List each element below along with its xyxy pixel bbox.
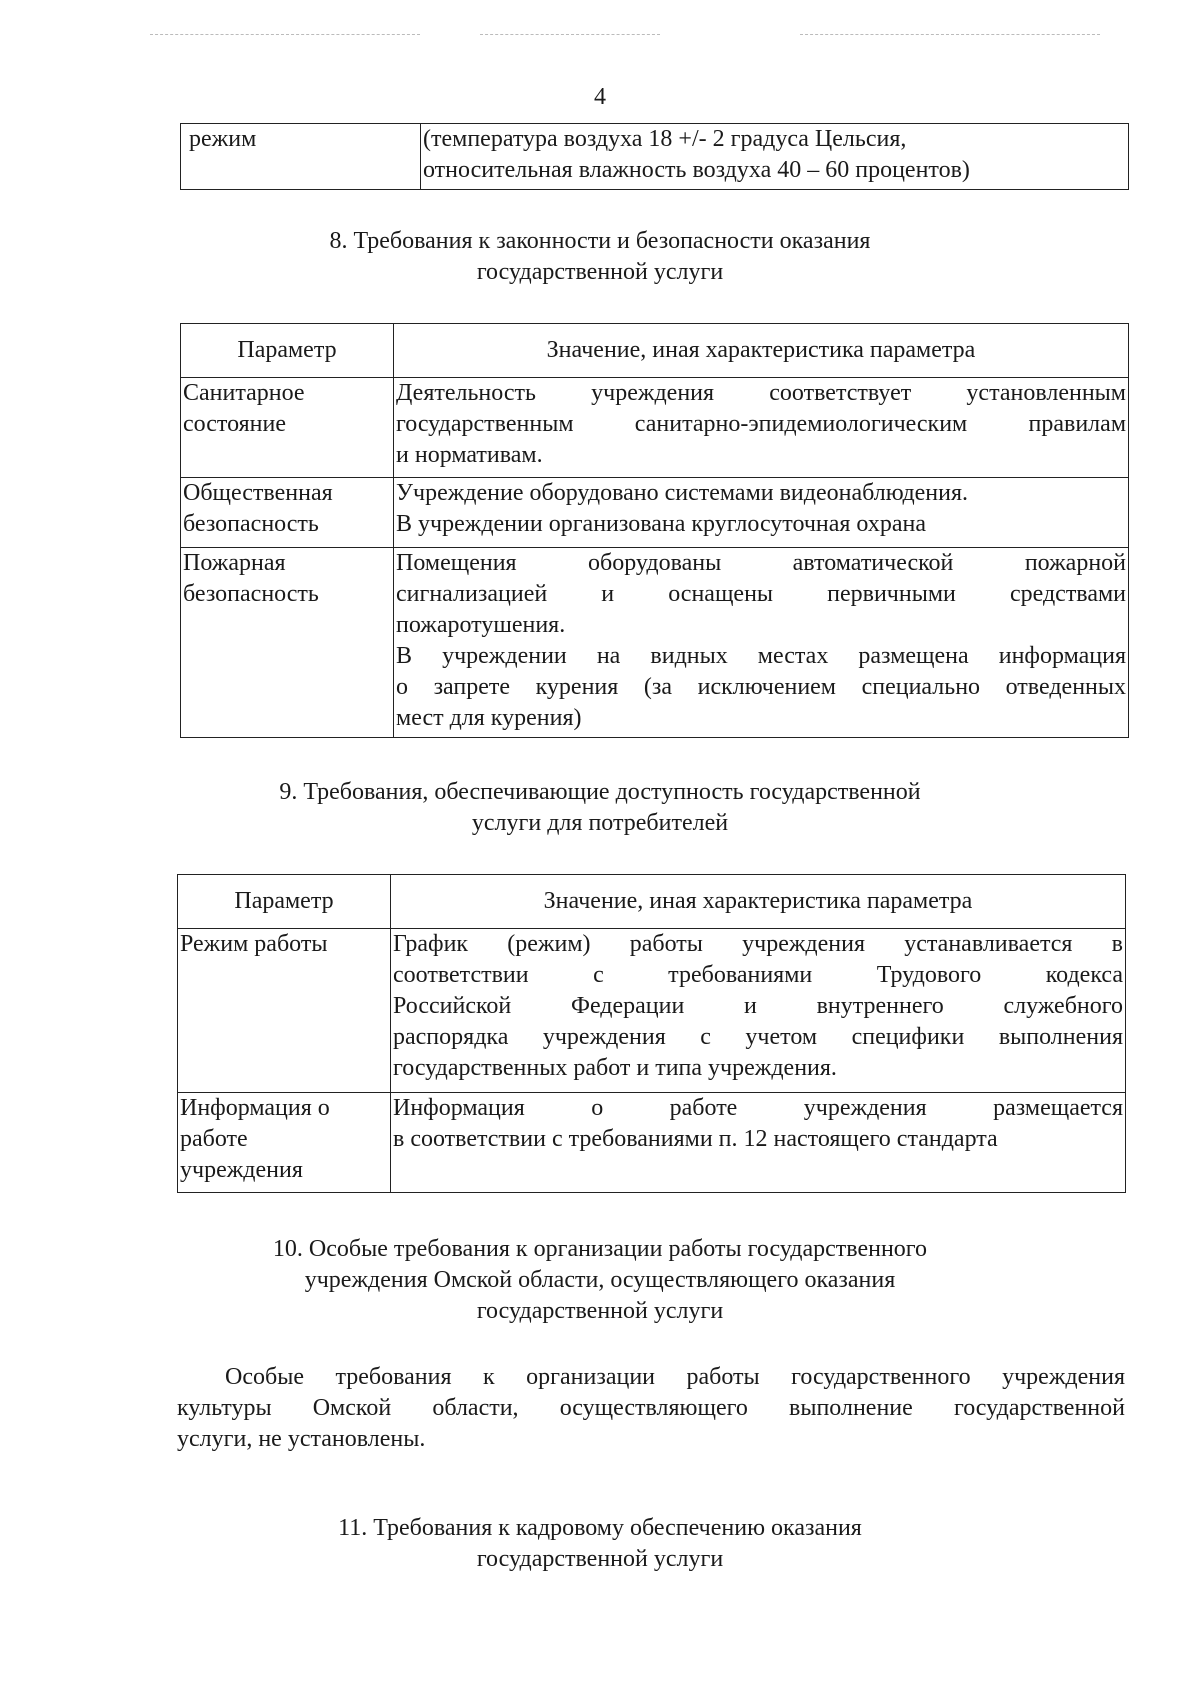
param-line: Информация о bbox=[180, 1095, 330, 1121]
value-line: Деятельность учреждения соответствует установленным bbox=[396, 380, 1126, 406]
param-line: безопасность bbox=[183, 511, 319, 537]
value-line: сигнализацией и оснащены первичными средствами bbox=[396, 581, 1126, 607]
param-cell bbox=[178, 929, 391, 1093]
value-line: Учреждение оборудовано системами видеонаблюдения. bbox=[396, 480, 969, 506]
title-line: 8. Требования к законности и безопасности оказания bbox=[329, 228, 871, 254]
param-cell bbox=[181, 478, 394, 548]
param-label: режим bbox=[189, 126, 257, 152]
page-number: 4 bbox=[594, 84, 606, 110]
table-row bbox=[178, 1093, 1126, 1193]
section-10-title bbox=[0, 1234, 1200, 1327]
section-8-table bbox=[180, 323, 1129, 738]
scan-artifact bbox=[480, 34, 660, 35]
value-line: государственным санитарно-эпидемиологическим правилам bbox=[396, 411, 1126, 437]
table-row bbox=[181, 378, 1129, 478]
value-line: В учреждении на видных местах размещена информация bbox=[396, 643, 1126, 669]
param-line: учреждения bbox=[180, 1157, 303, 1183]
param-line: Общественная bbox=[183, 480, 333, 506]
scan-artifact bbox=[150, 34, 420, 35]
title-line: услуги для потребителей bbox=[471, 810, 729, 836]
param-line: Санитарное bbox=[183, 380, 305, 406]
table-row bbox=[181, 124, 1129, 190]
table-row bbox=[181, 548, 1129, 738]
value-line: распорядка учреждения с учетом специфики выполнения bbox=[393, 1024, 1123, 1050]
table-header-row bbox=[181, 324, 1129, 378]
header-param: Параметр bbox=[178, 875, 391, 929]
value-line: мест для курения) bbox=[396, 705, 582, 731]
value-cell bbox=[394, 378, 1129, 478]
param-line: состояние bbox=[183, 411, 286, 437]
value-line: В учреждении организована круглосуточная охрана bbox=[396, 511, 926, 537]
value-cell bbox=[391, 1093, 1126, 1193]
paragraph-line: Особые требования к организации работы государственного учреждения bbox=[225, 1364, 1125, 1390]
section-9-table bbox=[177, 874, 1126, 1193]
param-line: работе bbox=[180, 1126, 248, 1152]
param-line: Режим работы bbox=[180, 931, 328, 957]
section-10-paragraph bbox=[177, 1362, 1125, 1455]
param-cell bbox=[181, 124, 421, 190]
top-table bbox=[180, 123, 1129, 190]
value-line: пожаротушения. bbox=[396, 612, 566, 638]
param-cell bbox=[181, 378, 394, 478]
param-line: безопасность bbox=[183, 581, 319, 607]
param-cell bbox=[178, 1093, 391, 1193]
paragraph-line: культуры Омской области, осуществляющего выполнение государственной bbox=[177, 1395, 1125, 1421]
title-line: государственной услуги bbox=[476, 1546, 724, 1572]
value-line: о запрете курения (за исключением специально отведенных bbox=[396, 674, 1126, 700]
section-9-title bbox=[0, 777, 1200, 839]
param-cell bbox=[181, 548, 394, 738]
title-line: 9. Требования, обеспечивающие доступность государственной bbox=[279, 779, 921, 805]
table-header-row bbox=[178, 875, 1126, 929]
value-line: Помещения оборудованы автоматической пожарной bbox=[396, 550, 1126, 576]
table-row bbox=[181, 478, 1129, 548]
value-line: относительная влажность воздуха 40 – 60 процентов) bbox=[423, 157, 970, 183]
header-value: Значение, иная характеристика параметра bbox=[391, 875, 1126, 929]
param-line: Пожарная bbox=[183, 550, 286, 576]
value-line: (температура воздуха 18 +/- 2 градуса Цельсия, bbox=[423, 126, 907, 152]
section-8-title bbox=[0, 226, 1200, 288]
header-value: Значение, иная характеристика параметра bbox=[394, 324, 1129, 378]
section-11-title bbox=[0, 1513, 1200, 1575]
title-line: государственной услуги bbox=[476, 1298, 724, 1324]
value-line: График (режим) работы учреждения устанавливается в bbox=[393, 931, 1123, 957]
value-cell bbox=[421, 124, 1129, 190]
title-line: учреждения Омской области, осуществляющего оказания bbox=[304, 1267, 896, 1293]
title-line: 11. Требования к кадровому обеспечению оказания bbox=[338, 1515, 862, 1541]
header-param: Параметр bbox=[181, 324, 394, 378]
title-line: 10. Особые требования к организации работы государственного bbox=[272, 1236, 928, 1262]
scan-artifact bbox=[800, 34, 1100, 35]
value-line: Информация о работе учреждения размещается bbox=[393, 1095, 1123, 1121]
table-row bbox=[178, 929, 1126, 1093]
paragraph-line: услуги, не установлены. bbox=[177, 1426, 426, 1452]
value-line: соответствии с требованиями Трудового кодекса bbox=[393, 962, 1123, 988]
value-line: Российской Федерации и внутреннего служебного bbox=[393, 993, 1123, 1019]
value-cell bbox=[394, 478, 1129, 548]
value-cell bbox=[391, 929, 1126, 1093]
value-line: в соответствии с требованиями п. 12 настоящего стандарта bbox=[393, 1126, 998, 1152]
value-line: государственных работ и типа учреждения. bbox=[393, 1055, 837, 1081]
title-line: государственной услуги bbox=[476, 259, 724, 285]
value-cell bbox=[394, 548, 1129, 738]
value-line: и нормативам. bbox=[396, 442, 543, 468]
